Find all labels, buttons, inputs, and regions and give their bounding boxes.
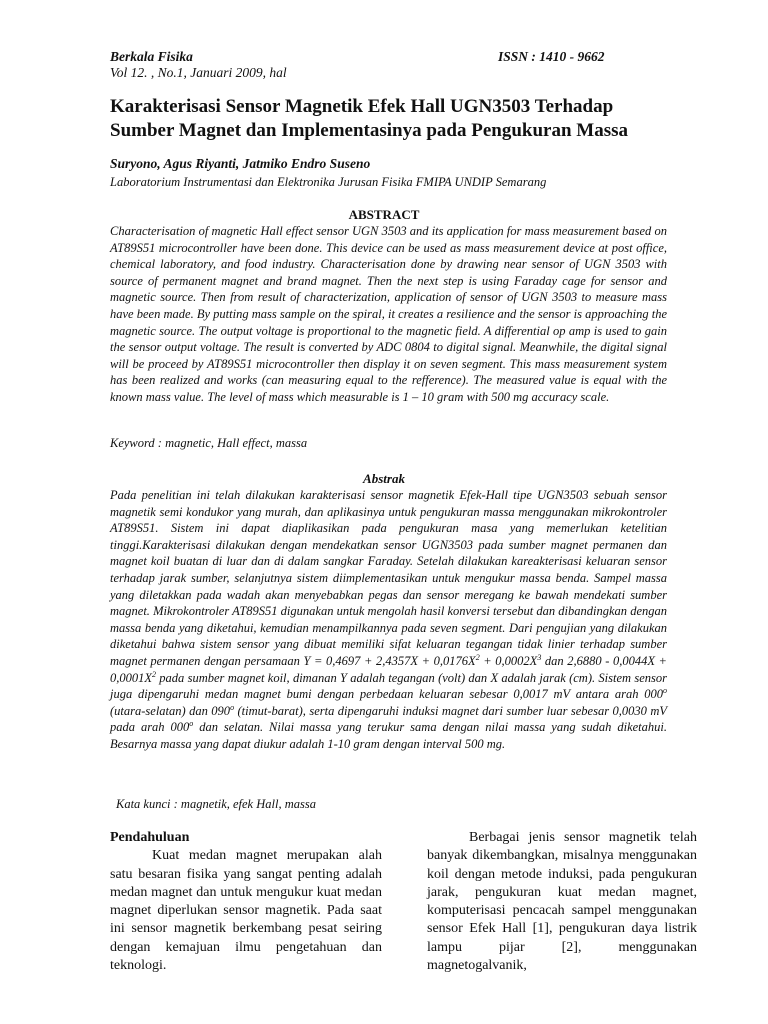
journal-name: Berkala Fisika	[110, 49, 193, 64]
issn: ISSN : 1410 - 9662	[498, 49, 605, 64]
abstract-en-heading: ABSTRACT	[348, 207, 420, 222]
keywords-id: Kata kunci : magnetik, efek Hall, massa	[116, 797, 316, 811]
section-heading-intro: Pendahuluan	[110, 830, 190, 845]
keywords-en: Keyword : magnetic, Hall effect, massa	[110, 436, 308, 450]
abstract-id-body: Pada penelitian ini telah dilakukan karakterisasi sensor magnetik Efek-Hall tipe UGN3503 sebuah sensor magnetik semi kondukor yang murah, dan aplikasinya untuk pengukuran massa menggunakan mikrokontroler AT89S51. Sistem ini dapat diaplikasikan pada pengukuran masa yang memerlukan ketelitian tinggi.Karakterisasi dilakukan dengan mendekatkan sensor UGN3503 pada sumber magnet permanen dan magnet koil buatan di luar dan di dalam sangkar Faraday. Setelah dilakukan kareakterisasi keluaran sensor terhadap jarak sumber, selanjutnya sistem diimplementasikan untuk mengukur massa benda. Sampel massa yang diletakkan pada wadah akan menyebabkan pegas dan sensor meregang ke bawah mendekati sumber magnet. Mikrokontroler AT89S51 digunakan untuk mengolah hasil konversi tersebut dan dibandingkan dengan massa benda yang diketahui, kemudian menampilkannya pada seven segment. Dari pengujian yang dilakukan diketahui bahwa sistem sensor yang dibuat memiliki sifat keluaran tegangan tidak linier terhadap sumber magnet permanen dengan persamaan $Y = 0,4697 + 2,4357X + 0,0176X^2 + 0,0002X^3$ dan $2,6880 - 0,0044X + 0,0001X^2$ pada sumber magnet koil, dimanan Y adalah tegangan (volt) dan X adalah jarak (cm). Sistem sensor juga dipengaruhi medan magnet bumi dengan perbedaan keluaran sebesar 0,0017 mV antara arah 000$^o$ (utara-selatan) dan 090$^o$ (timut-barat), serta dipengaruhi induksi magnet dari sumber luar sebesar 0,0030 mV pada arah 000$^o$ dan selatan. Nilai massa yang terukur sama dengan nilai massa yang sudah diketahui. Besarnya massa yang dapat diukur adalah 1-10 gram dengan interval 500 mg.	[110, 488, 667, 751]
abstract-en-body: Characterisation of magnetic Hall effect sensor UGN 3503 and its application for mass measurement based on AT89S51 microcontroller have been done. This device can be used as mass measurement device at post office, chemical laboratory, and food industry. Characterisation done by drawing near sensor of UGN 3503 with source of permanent magnet and brand magnet. Then the next step is using Faraday cage for sensor and magnetic source. Then from result of characterization, application of sensor of UGN 3503 to measure mass have been made. By putting mass sample on the spiral, it creates a resilience and the sensor is approaching the magnetic source. The output voltage is proportional to the magnetic field. A differential op amp is used to gain the sensor output voltage. The result is converted by ADC 0804 to digital signal. Meanwhile, the digital signal will be proceed by AT89S51 microcontroller then display it on seven segment. This mass measurement system has been realized and works (can measuring equal to the refference). The measured value is equal with the known mass value. The level of mass which measurable is 1 – 10 gram with 500 mg accuracy scale.	[110, 224, 667, 404]
paper-title: Karakterisasi Sensor Magnetik Efek Hall UGN3503 Terhadap Sumber Magnet dan Implementasinya pada Pengukuran Massa	[110, 96, 629, 141]
journal-info	[110, 49, 287, 81]
abstract-id-heading: Abstrak	[363, 471, 405, 486]
journal-volume: Vol 12. , No.1, Januari 2009, hal	[110, 65, 287, 80]
authors: Suryono, Agus Riyanti, Jatmiko Endro Suseno	[110, 156, 371, 171]
affiliation: Laboratorium Instrumentasi dan Elektronika Jurusan Fisika FMIPA UNDIP Semarang	[110, 175, 547, 189]
intro-right-column	[427, 829, 697, 975]
intro-paragraph-2: Berbagai jenis sensor magnetik telah banyak dikembangkan, misalnya menggunakan koil dengan metode induksi, pada pengukuran jarak, pengukuran kuat medan magnet, komputerisasi pencacah sampel menggunakan sensor Efek Hall [1], pengukuran daya listrik lampu pijar [2], menggunakan magnetogalvanik,	[427, 830, 697, 974]
intro-paragraph-1: Kuat medan magnet merupakan alah satu besaran fisika yang sangat penting adalah medan magnet dan untuk mengukur kuat medan magnet diperlukan sensor magnetik. Pada saat ini sensor magnetik berkembang pesat seiring dengan kemajuan ilmu pengetahuan dan teknologi.	[110, 848, 382, 974]
intro-left-column	[110, 829, 382, 975]
